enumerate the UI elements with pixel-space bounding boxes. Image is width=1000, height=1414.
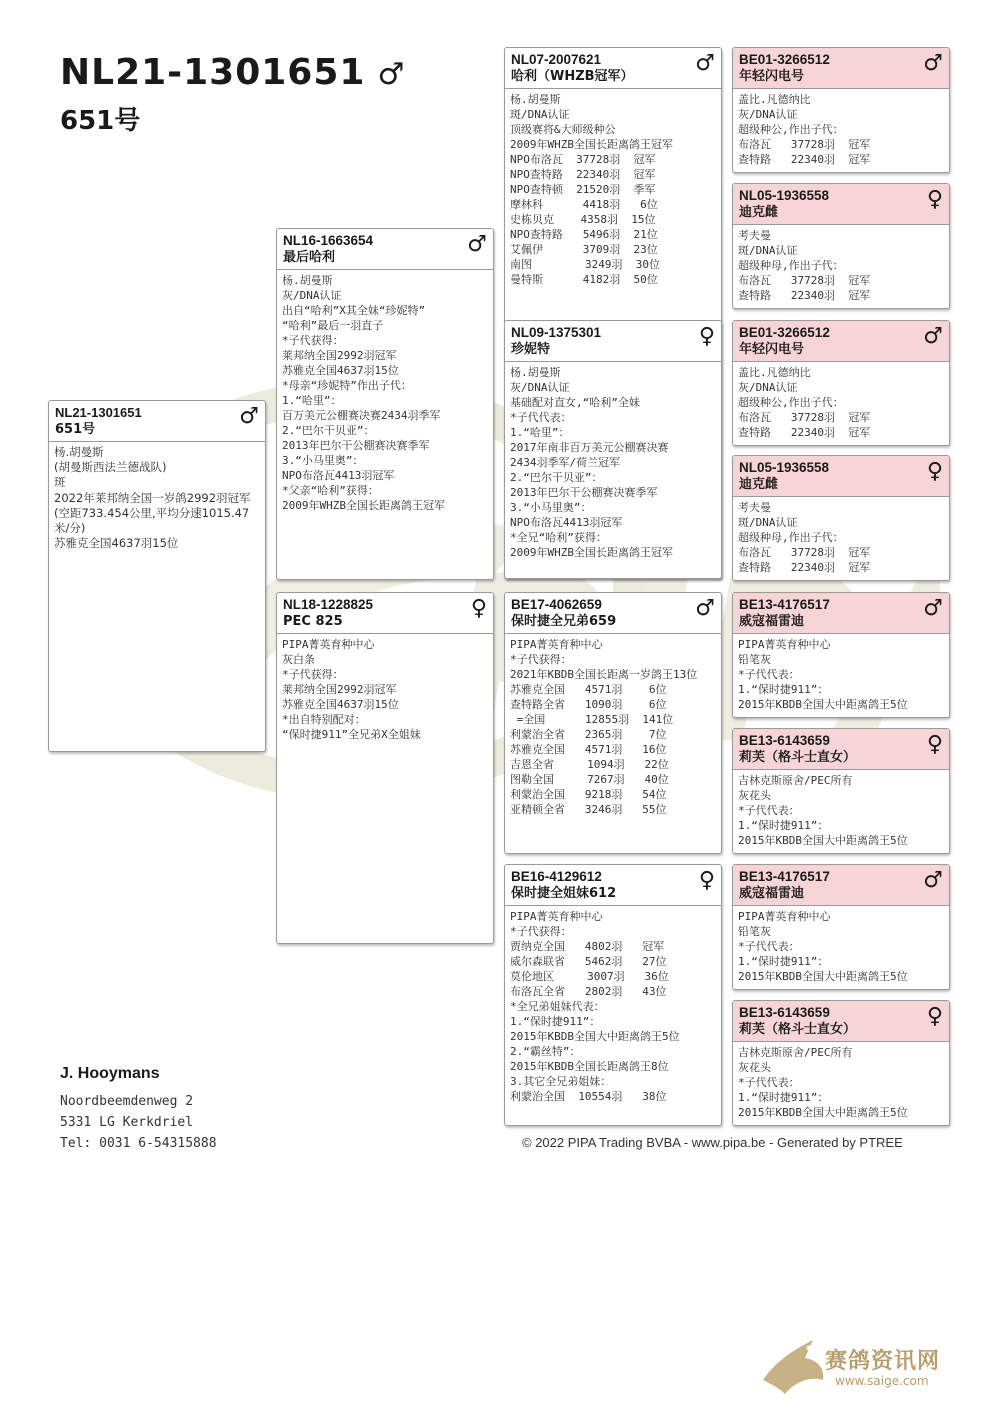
ring-number: NL09-1375301	[511, 325, 602, 340]
card-body	[733, 906, 949, 987]
pigeon-name: 保时捷全姐妹612	[511, 886, 617, 901]
ring-number: BE16-4129612	[511, 869, 602, 884]
card-header	[733, 184, 949, 225]
pigeon-name: 莉芙（格斗士直女）	[739, 1022, 857, 1037]
card-line: *子代获得：	[282, 334, 344, 347]
title-ring: NL21-1301651	[60, 52, 366, 93]
card-line: NPO布洛瓦 37728羽 冠军	[510, 153, 656, 166]
card-line: 2013年巴尔干公棚赛决赛季军	[510, 486, 658, 499]
card-line: 布洛瓦 37728羽 冠军	[738, 411, 871, 424]
card-line: 灰花头	[738, 789, 771, 802]
pigeon-name: 迪克雌	[739, 477, 779, 492]
card-line: 杨.胡曼斯	[510, 93, 561, 106]
card-body	[733, 770, 949, 851]
owner-phone: Tel: 0031 6-54315888	[60, 1136, 217, 1151]
card-line: 盖比.凡德纳比	[738, 93, 811, 106]
male-icon: ♂	[377, 57, 406, 92]
card-dam-sire[interactable]	[504, 592, 722, 854]
ring-number: NL18-1228825	[283, 597, 374, 612]
card-line: 杨.胡曼斯	[510, 366, 561, 379]
pigeon-logo-icon	[755, 1332, 830, 1402]
card-line: 2434羽季军/荷兰冠军	[510, 456, 621, 469]
pigeon-name: 威寇福雷迪	[739, 886, 805, 901]
card-line: 3.其它全兄弟姐妹：	[510, 1075, 612, 1088]
female-icon: ♀	[698, 324, 715, 349]
card-line: 莫伦地区 3007羽 36位	[510, 970, 669, 983]
card-header	[49, 401, 265, 442]
card-line: 利蒙治全国 10554羽 38位	[510, 1090, 667, 1103]
card-line: 2009年WHZB全国长距离鸽王冠军	[510, 546, 673, 559]
card-body	[733, 362, 949, 443]
card-header	[505, 593, 721, 634]
card-line: 1.“保时捷911”：	[738, 1091, 829, 1104]
card-line: 2017年南非百万美元公棚赛决赛	[510, 441, 669, 454]
card-line: *子代代表：	[738, 940, 800, 953]
card-line: *父亲“哈利”获得：	[282, 484, 379, 497]
card-line: 2015年KBDB全国大中距离鸽王5位	[738, 698, 908, 711]
saige-logo	[755, 1332, 965, 1402]
card-line: PIPA菁英育种中心	[282, 638, 375, 651]
pigeon-name: 哈利（WHZB冠军）	[511, 69, 634, 84]
pigeon-name: 珍妮特	[511, 342, 551, 357]
ring-number: BE17-4062659	[511, 597, 602, 612]
ring-number: BE01-3266512	[739, 52, 830, 67]
card-ds-dam[interactable]	[732, 728, 950, 854]
card-line: (胡曼斯西法兰德战队)	[54, 460, 167, 475]
pigeon-name: 651号	[55, 422, 96, 437]
card-line: 威尔森联省 5462羽 27位	[510, 955, 667, 968]
pigeon-name: PEC 825	[283, 614, 343, 629]
card-header	[733, 321, 949, 362]
card-line: 艾佩伊 3709羽 23位	[510, 243, 658, 256]
card-line: 2015年KBDB全国大中距离鸽王5位	[738, 834, 908, 847]
card-line: 莱邦纳全国2992羽冠军	[282, 683, 397, 696]
female-icon: ♀	[926, 1004, 943, 1029]
female-icon: ♀	[698, 868, 715, 893]
card-ds-sire[interactable]	[732, 592, 950, 718]
card-line: 查特路 22340羽 冠军	[738, 561, 871, 574]
saige-logo-name: 赛鸽资讯网	[825, 1349, 941, 1374]
card-line: 亚精顿全省 3246羽 55位	[510, 803, 667, 816]
card-body	[277, 270, 493, 516]
owner-address-line-2: 5331 LG Kerkdriel	[60, 1115, 194, 1130]
card-header	[733, 456, 949, 497]
card-line: *全兄弟姐妹代表：	[510, 1000, 605, 1013]
card-line: 1.“保时捷911”：	[738, 683, 829, 696]
card-line: 吉恩全省 1094羽 22位	[510, 758, 669, 771]
card-line: 超级种公,作出子代：	[738, 396, 844, 409]
card-header	[733, 729, 949, 770]
card-line: 超级种母,作出子代：	[738, 259, 844, 272]
card-line: 灰白条	[282, 653, 315, 666]
card-body	[733, 634, 949, 715]
saige-logo-url: www.saige.com	[835, 1374, 929, 1388]
ring-number: NL07-2007621	[511, 52, 602, 67]
card-line: NPO布洛瓦4413羽冠军	[510, 516, 623, 529]
card-line: 2.“霸丝特”：	[510, 1045, 581, 1058]
card-body	[505, 362, 721, 563]
card-body	[733, 225, 949, 306]
card-line: 2.“巴尔干贝亚”：	[282, 424, 375, 437]
card-line: *子代获得：	[510, 653, 572, 666]
card-header	[733, 593, 949, 634]
female-icon: ♀	[926, 459, 943, 484]
card-ss-dam[interactable]	[732, 183, 950, 309]
card-line: 2015年KBDB全国大中距离鸽王5位	[738, 970, 908, 983]
card-line: 吉林克斯原舍/PEC所有	[738, 774, 853, 787]
card-sd-sire[interactable]	[732, 320, 950, 446]
owner-name: J. Hooymans	[60, 1065, 160, 1082]
ring-number: BE13-6143659	[739, 733, 830, 748]
card-body	[505, 89, 721, 290]
card-line: 利蒙治全省 2365羽 7位	[510, 728, 667, 741]
card-line: PIPA菁英育种中心	[738, 910, 831, 923]
card-body	[49, 442, 265, 554]
card-line: 莱邦纳全国2992羽冠军	[282, 349, 397, 362]
card-line: *子代获得：	[282, 668, 344, 681]
ring-number: NL05-1936558	[739, 188, 830, 203]
card-line: 史栋贝克 4358羽 15位	[510, 213, 656, 226]
ring-number: BE13-6143659	[739, 1005, 830, 1020]
female-icon: ♀	[926, 187, 943, 212]
card-header	[733, 48, 949, 89]
female-icon: ♀	[926, 732, 943, 757]
card-line: 苏雅克全国4637羽15位	[54, 536, 179, 551]
card-line: 斑/DNA认证	[510, 108, 570, 121]
pigeon-name: 威寇福雷迪	[739, 614, 805, 629]
card-line: 1.“保时捷911”：	[510, 1015, 601, 1028]
card-body	[733, 89, 949, 170]
card-line: 苏雅克全国 4571羽 6位	[510, 683, 667, 696]
card-header	[277, 229, 493, 270]
card-body	[733, 1042, 949, 1123]
card-line: 查特路全省 1090羽 6位	[510, 698, 667, 711]
card-line: 灰/DNA认证	[282, 289, 342, 302]
card-line: NPO查特顿 21520羽 季军	[510, 183, 656, 196]
card-line: 吉林克斯原舍/PEC所有	[738, 1046, 853, 1059]
card-sire-dam[interactable]	[504, 320, 722, 579]
card-line: 苏雅克全国 4571羽 16位	[510, 743, 667, 756]
card-line: 2009年WHZB全国长距离鸽王冠军	[510, 138, 673, 151]
card-line: =全国 12855羽 141位	[510, 713, 674, 726]
ring-number: NL16-1663654	[283, 233, 374, 248]
card-line: PIPA菁英育种中心	[510, 638, 603, 651]
male-icon: ♂	[239, 404, 259, 429]
card-line: 铅笔灰	[738, 925, 771, 938]
male-icon: ♂	[467, 232, 487, 257]
card-line: 查特路 22340羽 冠军	[738, 426, 871, 439]
card-line: NPO查特路 5496羽 21位	[510, 228, 658, 241]
card-subject[interactable]	[48, 400, 266, 752]
card-line: 布洛瓦 37728羽 冠军	[738, 138, 871, 151]
page-title	[60, 52, 405, 93]
card-line: 斑/DNA认证	[738, 244, 798, 257]
card-line: 布洛瓦 37728羽 冠军	[738, 274, 871, 287]
card-line: 盖比.凡德纳比	[738, 366, 811, 379]
card-body	[505, 906, 721, 1107]
card-body	[277, 634, 493, 745]
card-line: 苏雅克全国4637羽15位	[282, 364, 399, 377]
card-line: 百万美元公棚赛决赛2434羽季军	[282, 409, 441, 422]
card-dam[interactable]	[276, 592, 494, 944]
pigeon-name: 莉芙（格斗士直女）	[739, 750, 857, 765]
card-line: *子代代表：	[738, 804, 800, 817]
card-line: “哈利”最后一羽直子	[282, 319, 384, 332]
ring-number: NL05-1936558	[739, 460, 830, 475]
card-line: 图勒全国 7267羽 40位	[510, 773, 669, 786]
card-line: “保时捷911”全兄弟X全姐妹	[282, 728, 421, 741]
card-line: *子代代表：	[738, 1076, 800, 1089]
page-subtitle: 651号	[60, 106, 141, 136]
pigeon-name: 年轻闪电号	[739, 69, 805, 84]
copyright-footer: © 2022 PIPA Trading BVBA - www.pipa.be - Generated by PTREE	[522, 1135, 903, 1150]
card-line: 顶级赛将&大师级种公	[510, 123, 616, 136]
card-line: 布洛瓦全省 2802羽 43位	[510, 985, 667, 998]
card-line: 1.“哈里”：	[282, 394, 342, 407]
card-line: NPO布洛瓦4413羽冠军	[282, 469, 395, 482]
card-line: PIPA菁英育种中心	[738, 638, 831, 651]
card-line: NPO查特路 22340羽 冠军	[510, 168, 656, 181]
card-line: 2022年莱邦纳全国一岁鸽2992羽冠军(空距733.454公里,平均分速1015.47米/分)	[54, 490, 251, 536]
pigeon-name: 保时捷全兄弟659	[511, 614, 617, 629]
card-line: 超级种公,作出子代：	[738, 123, 844, 136]
ring-number: BE13-4176517	[739, 869, 830, 884]
card-line: 铅笔灰	[738, 653, 771, 666]
card-sd-dam[interactable]	[732, 455, 950, 581]
card-header	[733, 1001, 949, 1042]
card-dd-dam[interactable]	[732, 1000, 950, 1126]
card-line: 2015年KBDB全国大中距离鸽王5位	[738, 1106, 908, 1119]
pigeon-name: 迪克雌	[739, 205, 779, 220]
card-line: *全兄“哈利”获得：	[510, 531, 607, 544]
card-line: 3.“小马里奥”：	[510, 501, 592, 514]
female-icon: ♀	[470, 596, 487, 621]
card-line: 斑	[54, 475, 66, 490]
card-line: 曼特斯 4182羽 50位	[510, 273, 658, 286]
card-sire[interactable]	[276, 228, 494, 580]
card-line: 2.“巴尔干贝亚”：	[510, 471, 603, 484]
card-line: 摩林科 4418羽 6位	[510, 198, 658, 211]
card-line: *子代代表：	[510, 411, 572, 424]
male-icon: ♂	[923, 51, 943, 76]
pigeon-name: 年轻闪电号	[739, 342, 805, 357]
card-ss-sire[interactable]	[732, 47, 950, 173]
card-line: *子代代表：	[738, 668, 800, 681]
card-line: 考夫曼	[738, 501, 771, 514]
card-line: 查特路 22340羽 冠军	[738, 289, 871, 302]
card-line: 1.“保时捷911”：	[738, 819, 829, 832]
card-line: 灰花头	[738, 1061, 771, 1074]
card-line: 2015年KBDB全国大中距离鸽王5位	[510, 1030, 680, 1043]
card-line: 3.“小马里奥”：	[282, 454, 364, 467]
ring-number: BE13-4176517	[739, 597, 830, 612]
card-line: *出自特别配对：	[282, 713, 366, 726]
owner-address-line-1: Noordbeemdenweg 2	[60, 1094, 194, 1109]
card-line: 南图 3249羽 30位	[510, 258, 660, 271]
card-line: 基础配对直女,“哈利”全妹	[510, 396, 640, 409]
card-line: *母亲“珍妮特”作出子代：	[282, 379, 412, 392]
pigeon-name: 最后哈利	[283, 250, 336, 265]
card-header	[277, 593, 493, 634]
card-body	[733, 497, 949, 578]
owner-block	[60, 1065, 217, 1154]
card-line: 苏雅克全国4637羽15位	[282, 698, 399, 711]
card-header	[505, 48, 721, 89]
card-line: 2013年巴尔干公棚赛决赛季军	[282, 439, 430, 452]
ring-number: NL21-1301651	[55, 405, 142, 420]
card-header	[505, 865, 721, 906]
card-line: 超级种母,作出子代：	[738, 531, 844, 544]
card-line: 斑/DNA认证	[738, 516, 798, 529]
card-line: *子代获得：	[510, 925, 572, 938]
card-line: 灰/DNA认证	[738, 381, 798, 394]
card-dd-sire[interactable]	[732, 864, 950, 990]
card-line: PIPA菁英育种中心	[510, 910, 603, 923]
card-body	[505, 634, 721, 820]
card-line: 利蒙治全国 9218羽 54位	[510, 788, 667, 801]
card-line: 1.“保时捷911”：	[738, 955, 829, 968]
card-line: 杨.胡曼斯	[54, 445, 104, 459]
male-icon: ♂	[923, 596, 943, 621]
ring-number: BE01-3266512	[739, 325, 830, 340]
card-line: 灰/DNA认证	[738, 108, 798, 121]
card-line: 2009年WHZB全国长距离鸽王冠军	[282, 499, 445, 512]
card-line: 杨.胡曼斯	[282, 274, 333, 287]
male-icon: ♂	[695, 596, 715, 621]
card-line: 出自“哈利”X其全妹“珍妮特”	[282, 304, 426, 317]
card-dam-dam[interactable]	[504, 864, 722, 1126]
card-line: 1.“哈里”：	[510, 426, 570, 439]
card-line: 2021年KBDB全国长距离一岁鸽王13位	[510, 668, 698, 681]
card-header	[733, 865, 949, 906]
card-header	[505, 321, 721, 362]
card-line: 考夫曼	[738, 229, 771, 242]
male-icon: ♂	[923, 324, 943, 349]
card-line: 2015年KBDB全国长距离鸽王8位	[510, 1060, 669, 1073]
card-line: 布洛瓦 37728羽 冠军	[738, 546, 871, 559]
card-line: 灰/DNA认证	[510, 381, 570, 394]
card-line: 查特路 22340羽 冠军	[738, 153, 871, 166]
male-icon: ♂	[923, 868, 943, 893]
male-icon: ♂	[695, 51, 715, 76]
card-line: 贾纳克全国 4802羽 冠军	[510, 940, 665, 953]
